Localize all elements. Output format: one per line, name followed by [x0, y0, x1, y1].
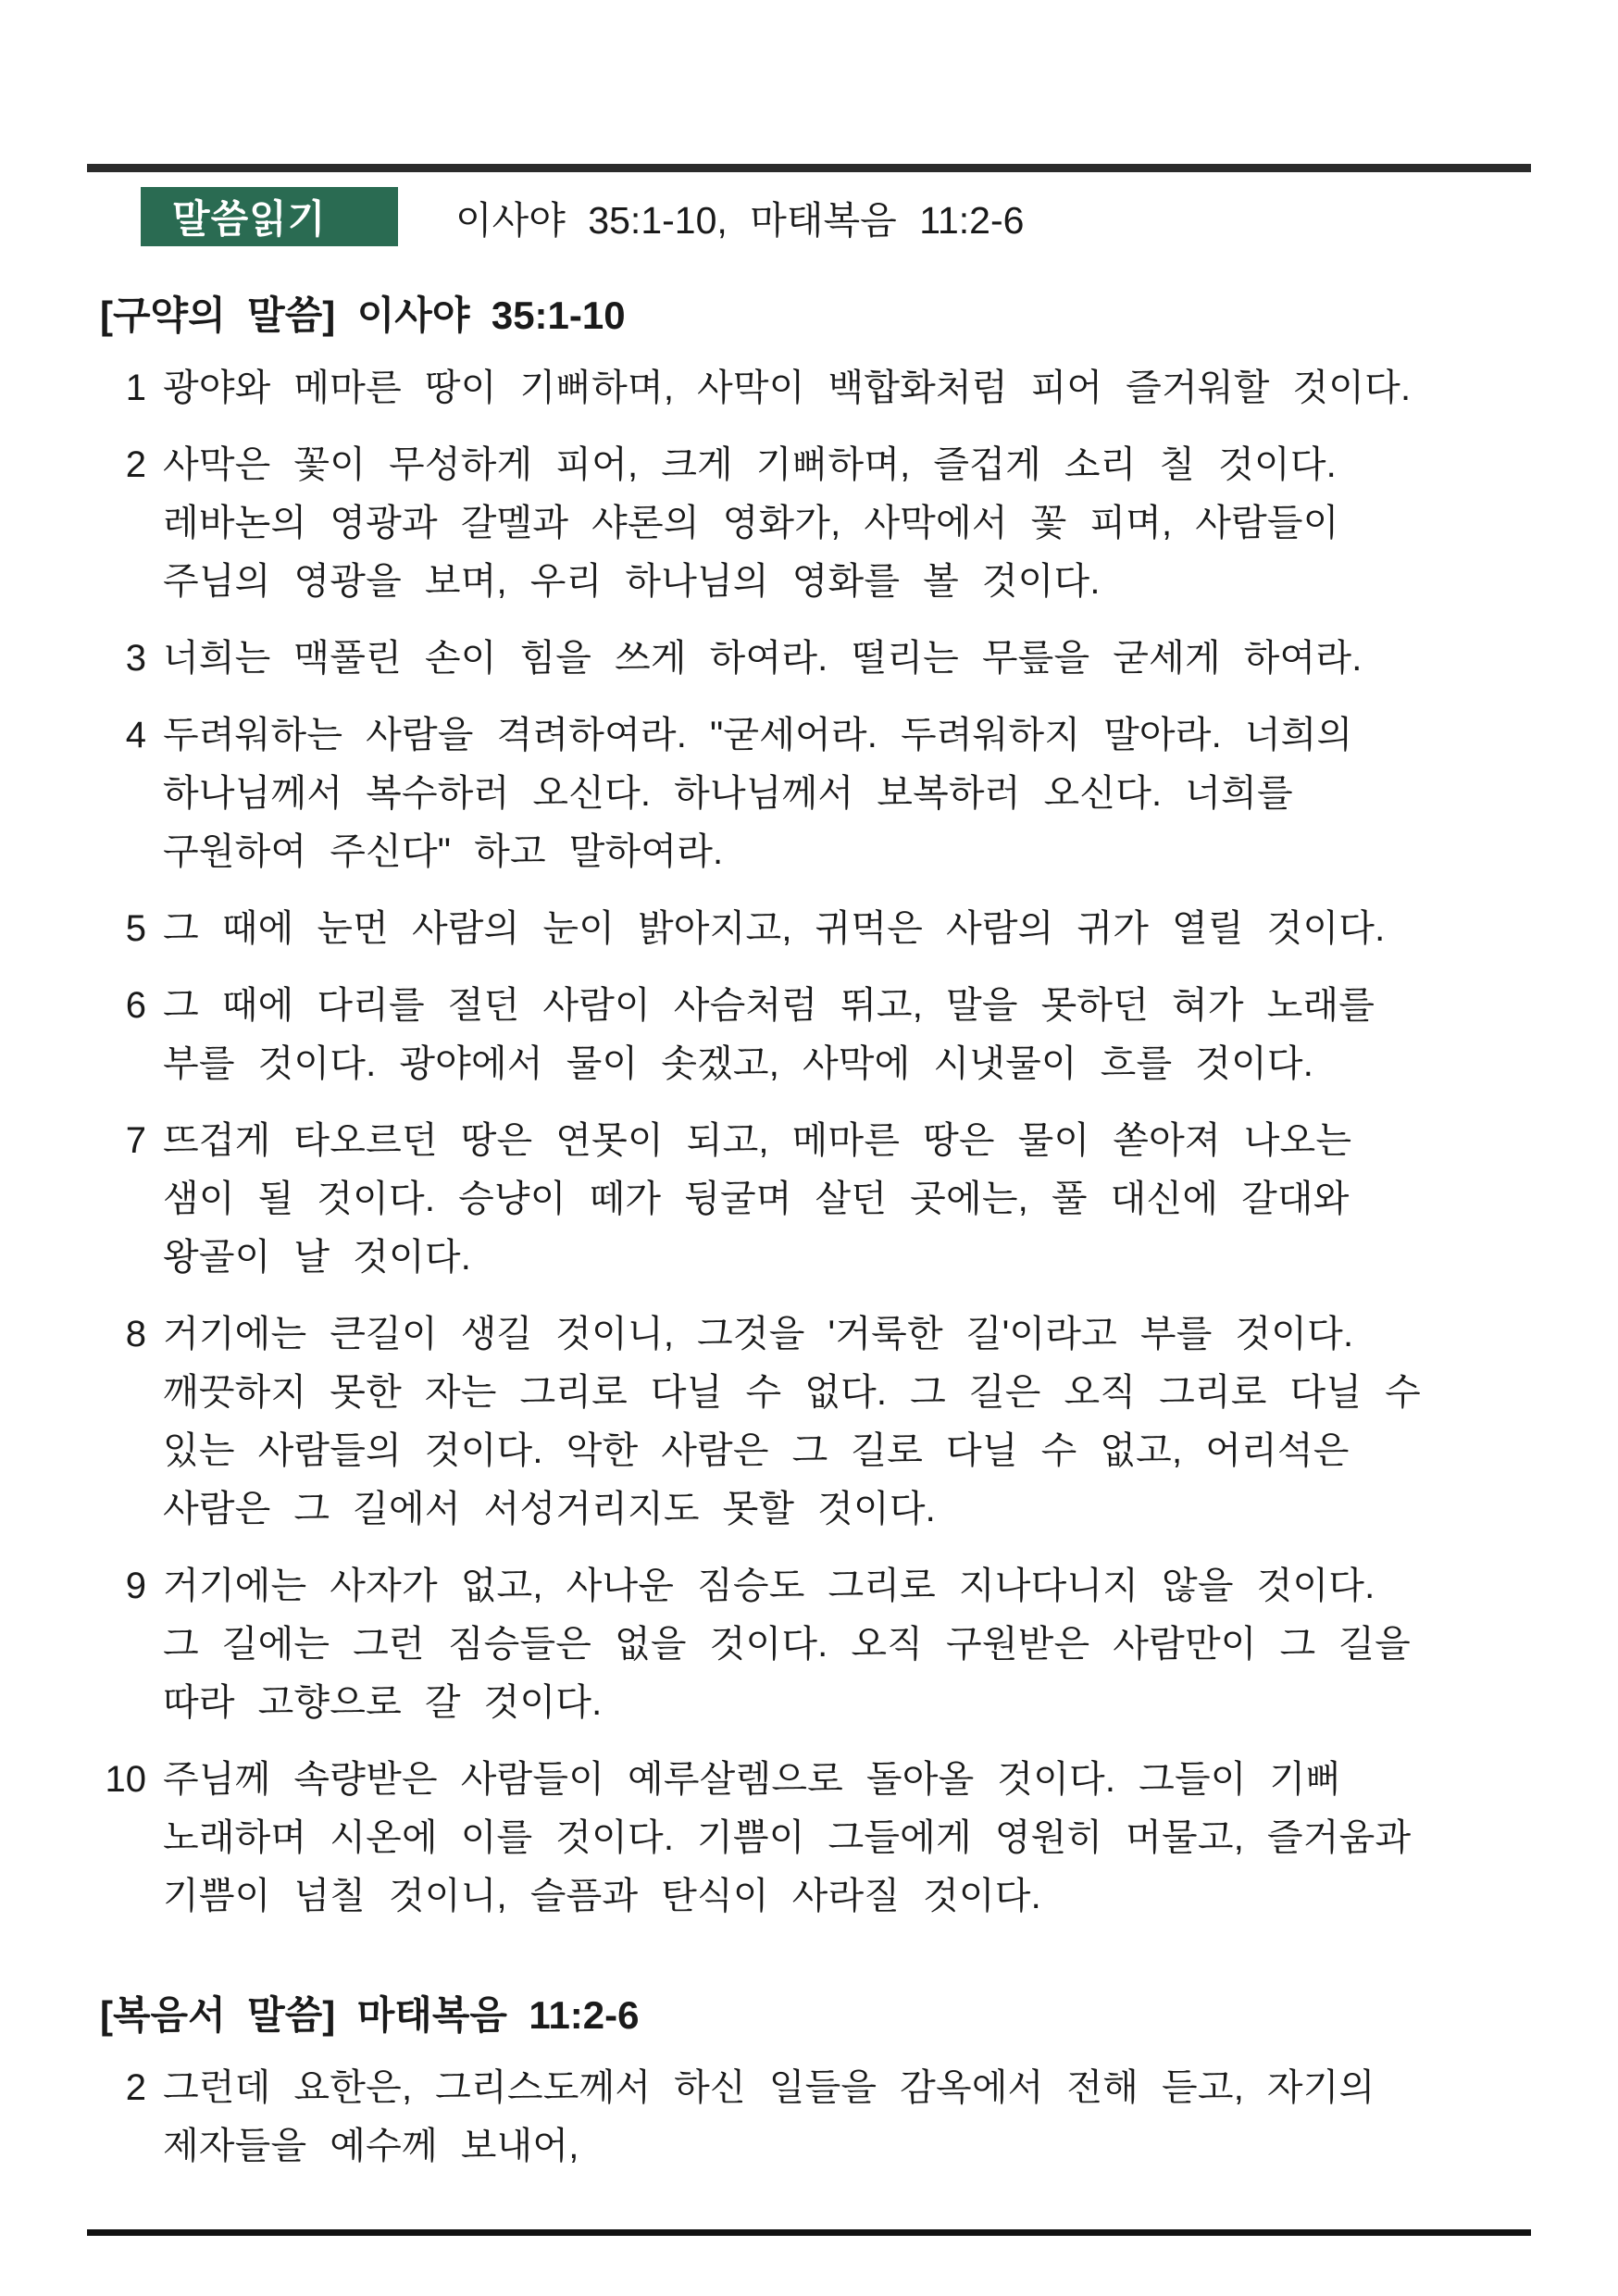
verse-row: [87, 1557, 1531, 1732]
verse-number: 3: [125, 638, 146, 679]
bottom-divider: [87, 2229, 1531, 2236]
verse-number: 2: [125, 2067, 146, 2108]
verse-number: 2: [125, 444, 146, 485]
verse-row: [87, 1751, 1531, 1926]
verse-number: 4: [125, 715, 146, 755]
verse-number: 5: [125, 908, 146, 949]
verse-text: 사막은 꽃이 무성하게 피어, 크게 기뻐하며, 즐겁게 소리 칠 것이다. 레바논의 영광과 갈멜과 샤론의 영화가, 사막에서 꽃 피며, 사람들이 주님의 영광을 보며, 우리 하나님의 영화를 볼 것이다.: [163, 444, 1339, 602]
verse-text: 뜨겁게 타오르던 땅은 연못이 되고, 메마른 땅은 물이 쏟아져 나오는 샘이 될 것이다. 승냥이 떼가 뒹굴며 살던 곳에는, 풀 대신에 갈대와 왕골이 날 것이다.: [163, 1120, 1352, 1278]
verse-text: 두려워하는 사람을 격려하여라. "굳세어라. 두려워하지 말아라. 너희의 하나님께서 복수하러 오신다. 하나님께서 보복하러 오신다. 너희를 구원하여 주신다" 하고 말하여라.: [163, 715, 1353, 872]
verse-number: 10: [105, 1759, 146, 1800]
verse-number: 8: [125, 1314, 146, 1354]
verse-text: 그 때에 다리를 절던 사람이 사슴처럼 뛰고, 말을 못하던 혀가 노래를 부를 것이다. 광야에서 물이 솟겠고, 사막에 시냇물이 흐를 것이다.: [163, 985, 1375, 1084]
reading-header: [141, 187, 1531, 246]
verse-row: [87, 359, 1531, 418]
verse-row: [87, 436, 1531, 611]
verse-row: [87, 630, 1531, 688]
verse-text: 그런데 요한은, 그리스도께서 하신 일들을 감옥에서 전해 듣고, 자기의 제자들을 예수께 보내어,: [163, 2067, 1375, 2166]
verse-text: 너희는 맥풀린 손이 힘을 쓰게 하여라. 떨리는 무릎을 굳세게 하여라.: [163, 638, 1363, 679]
verse-text: 그 때에 눈먼 사람의 눈이 밝아지고, 귀먹은 사람의 귀가 열릴 것이다.: [163, 908, 1386, 949]
verse-row: [87, 1112, 1531, 1287]
reading-badge: 말씀읽기: [141, 187, 398, 246]
top-divider: [87, 164, 1531, 172]
section-heading: [복음서 말씀] 마태복음 11:2-6: [100, 1993, 640, 2037]
verse-text: 광야와 메마른 땅이 기뻐하며, 사막이 백합화처럼 피어 즐거워할 것이다.: [163, 368, 1412, 408]
scripture-sections: [87, 285, 1531, 2176]
verse-row: [87, 706, 1531, 881]
verse-text: 주님께 속량받은 사람들이 예루살렘으로 돌아올 것이다. 그들이 기뻐 노래하며 시온에 이를 것이다. 기쁨이 그들에게 영원히 머물고, 즐거움과 기쁨이 넘칠 것이니, 슬픔과 탄식이 사라질 것이다.: [163, 1759, 1412, 1916]
verse-text: 거기에는 큰길이 생길 것이니, 그것을 '거룩한 길'이라고 부를 것이다. 깨끗하지 못한 자는 그리로 다닐 수 없다. 그 길은 오직 그리로 다닐 수 있는 사람들의 것이다. 악한 사람은 그 길로 다닐 수 없고, 어리석은 사람은 그 길에서 서성거리지도 못할 것이다.: [163, 1314, 1421, 1529]
verse-text: 거기에는 사자가 없고, 사나운 짐승도 그리로 지나다니지 않을 것이다. 그 길에는 그런 짐승들은 없을 것이다. 오직 구원받은 사람만이 그 길을 따라 고향으로 갈 것이다.: [163, 1566, 1411, 1723]
verse-row: [87, 2059, 1531, 2176]
verse-row: [87, 977, 1531, 1093]
verse-number: 9: [125, 1566, 146, 1606]
verse-number: 1: [125, 368, 146, 408]
section-heading: [구약의 말씀] 이사야 35:1-10: [100, 293, 626, 337]
verse-row: [87, 900, 1531, 958]
reading-reference: 이사야 35:1-10, 마태복음 11:2-6: [455, 198, 1025, 242]
verse-number: 6: [125, 985, 146, 1026]
verse-number: 7: [125, 1120, 146, 1161]
verse-row: [87, 1305, 1531, 1539]
